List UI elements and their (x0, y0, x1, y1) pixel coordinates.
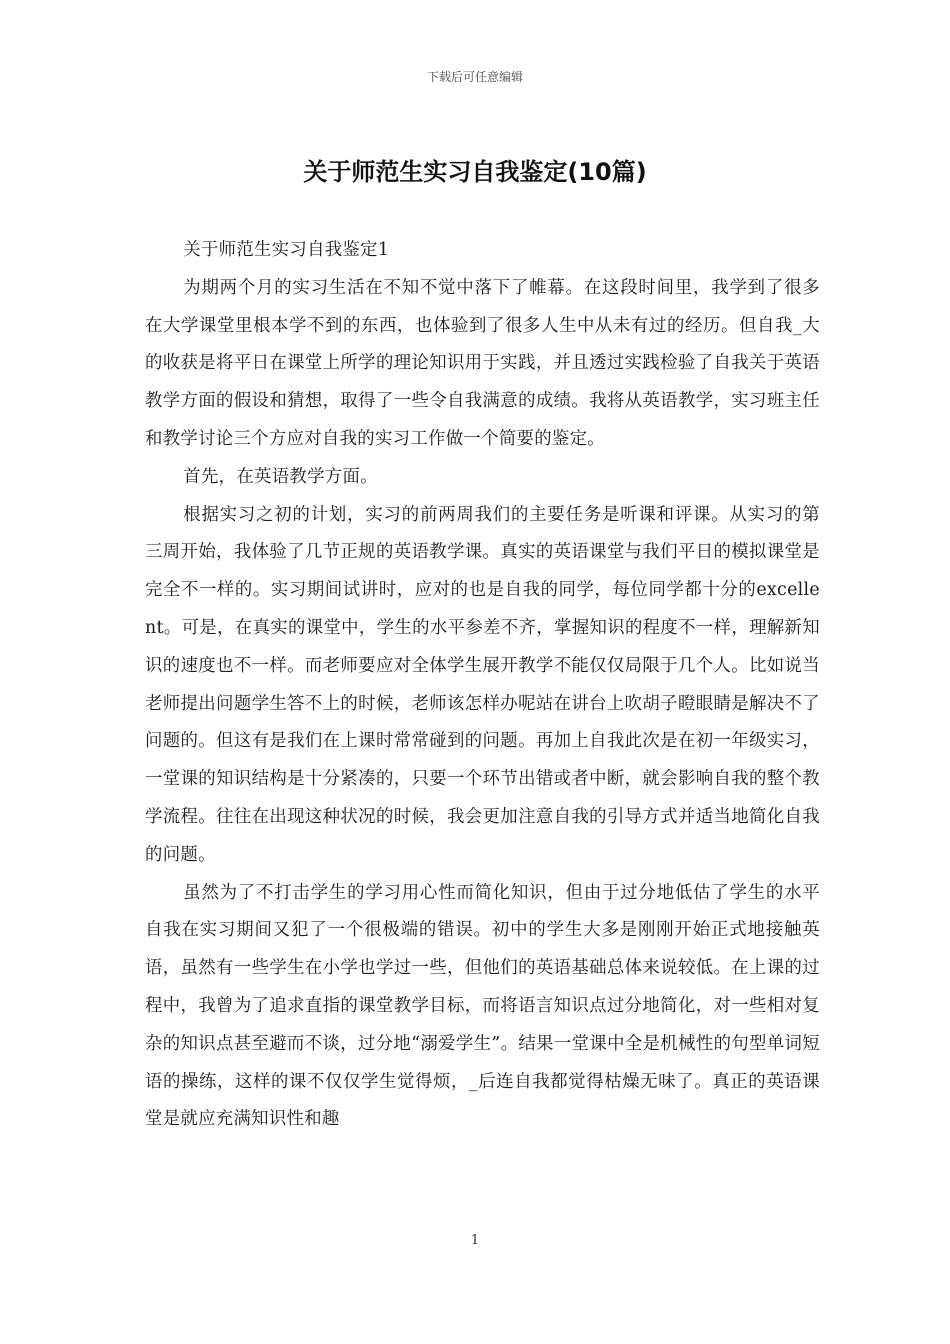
document-body (145, 232, 820, 1139)
document-title: 关于师范生实习自我鉴定(10篇) (303, 158, 647, 186)
header-note: 下载后可任意编辑 (426, 70, 523, 84)
paragraph: 根据实习之初的计划，实习的前两周我们的主要任务是听课和评课。从实习的第三周开始，我体验了几节正规的英语教学课。真实的英语课堂与我们平日的模拟课堂是完全不一样的。实习期间试讲时，应对的也是自我的同学，每位同学都十分的excellent。可是，在真实的课堂中，学生的水平参差不齐，掌握知识的程度不一样，理解新知识的速度也不一样。而老师要应对全体学生展开教学不能仅仅局限于几个人。比如说当老师提出问题学生答不上的时候，老师该怎样办呢站在讲台上吹胡子瞪眼睛是解决不了问题的。但这有是我们在上课时常常碰到的问题。再加上自我此次是在初一年级实习，一堂课的知识结构是十分紧凑的，只要一个环节出错或者中断，就会影响自我的整个教学流程。往往在出现这种状况的时候，我会更加注意自我的引导方式并适当地简化自我的问题。 (145, 504, 820, 865)
page-number: 1 (470, 1233, 480, 1248)
section-heading: 关于师范生实习自我鉴定1 (183, 240, 390, 260)
paragraph: 虽然为了不打击学生的学习用心性而简化知识，但由于过分地低估了学生的水平自我在实习期间又犯了一个很极端的错误。初中的学生大多是刚刚开始正式地接触英语，虽然有一些学生在小学也学过一些，但他们的英语基础总体来说较低。在上课的过程中，我曾为了追求直指的课堂教学目标，而将语言知识点过分地简化，对一些相对复杂的知识点甚至避而不谈，过分地“溺爱学生”。结果一堂课中全是机械性的句型单词短语的操练，这样的课不仅仅学生觉得烦，_后连自我都觉得枯燥无味了。真正的英语课堂是就应充满知识性和趣 (145, 882, 820, 1130)
paragraph: 为期两个月的实习生活在不知不觉中落下了帷幕。在这段时间里，我学到了很多在大学课堂里根本学不到的东西，也体验到了很多人生中从未有过的经历。但自我_大的收获是将平日在课堂上所学的理论知识用于实践，并且透过实践检验了自我关于英语教学方面的假设和猜想，取得了一些令自我满意的成绩。我将从英语教学，实习班主任和教学讨论三个方应对自我的实习工作做一个简要的鉴定。 (145, 277, 820, 449)
paragraph: 首先，在英语教学方面。 (183, 466, 378, 487)
